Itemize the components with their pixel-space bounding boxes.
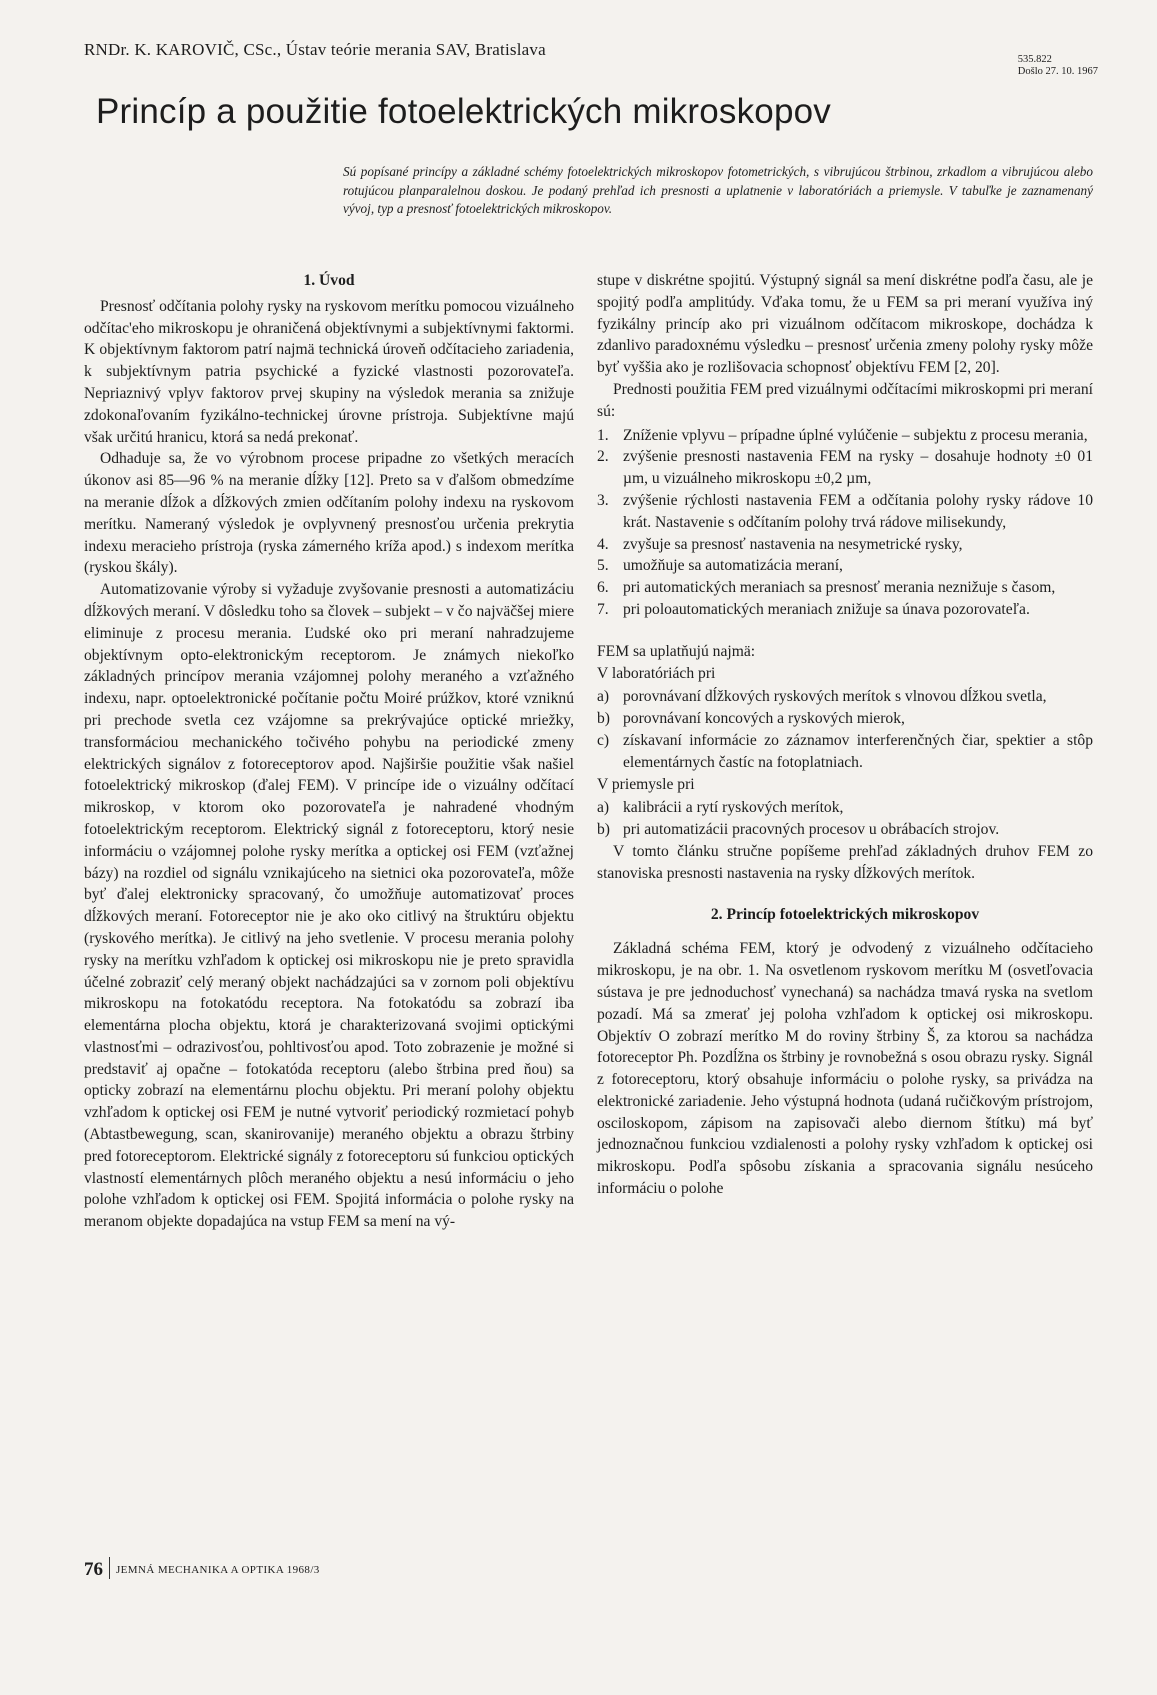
list-item [597, 446, 1093, 490]
intro-paragraph-1: Presnosť odčítania polohy rysky na ryskovom merítku pomocou vizuálneho odčítac'eho mikroskopu je ohraničená objektívnymi a subjektívnymi faktormi. K objektívnym faktorom patrí najmä technická úroveň odčítacieho zariadenia, k subjektívnym patria psychické a fyzické vlastnosti pozorovateľa. Nepriaznivý vplyv faktorov prvej skupiny na výsledok merania sa znižuje zdokonaľovaním fyzikálno-technickej úrovne prístroja. Subjektívne majú však určitú hranicu, ktorá sa nedá prekonať. [84, 297, 574, 446]
list-item [597, 577, 1093, 599]
list-marker: 3. [597, 491, 609, 509]
section-1-heading: 1. Úvod [303, 272, 355, 289]
advantages-intro: Prednosti použitia FEM pred vizuálnymi odčítacími mikroskopmi pri meraní sú: [597, 380, 1093, 420]
list-marker: b) [597, 710, 610, 728]
lab-label: V laboratóriách pri [597, 664, 716, 682]
list-item [597, 686, 1093, 708]
list-item-text: zvyšuje sa presnosť nastavenia na nesymetrické rysky, [623, 535, 963, 553]
list-item-text: porovnávaní koncových a ryskových mierok, [623, 710, 905, 728]
list-marker: a) [597, 799, 610, 817]
abstract: Sú popísané princípy a základné schémy fotoelektrických mikroskopov fotometrických, s vibrujúcou štrbinou, zrkadlom a vibrujúcou alebo rotujúcou planparalelnou doskou. Je podaný prehľad ich presnosti a uplatnenie v laboratóriách a priemysle. V tabuľke je zaznamenaný vývoj, typ a presnosť fotoelektrických mikroskopov. [343, 164, 1093, 216]
overview-paragraph: V tomto článku stručne popíšeme prehľad základných druhov FEM zo stanoviska presnosti nastavenia na rysky dĺžkových merítok. [597, 842, 1093, 882]
list-item [597, 490, 1093, 534]
list-item-text: pri automatických meraniach sa presnosť merania neznižuje s časom, [623, 579, 1056, 597]
section-2-heading: 2. Princíp fotoelektrických mikroskopov [710, 905, 980, 923]
list-item-text: získavaní informácie zo záznamov interferenčných čiar, spektier a stôp elementárnych častíc na fotoplatniach. [623, 731, 1093, 771]
list-marker: 5. [597, 557, 609, 575]
footer-divider [109, 1557, 110, 1579]
article-meta [1018, 54, 1098, 78]
list-item-text: zvýšenie rýchlosti nastavenia FEM a odčítania polohy rysky rádove 10 krát. Nastavenie s odčítaním polohy trvá rádove milisekundy, [623, 491, 1093, 531]
udc-code: 535.822 [1017, 54, 1052, 65]
list-item [597, 730, 1093, 774]
list-item-text: porovnávaní dĺžkových ryskových merítok s vlnovou dĺžkou svetla, [623, 688, 1047, 706]
list-marker: c) [597, 731, 610, 749]
list-item [597, 819, 1093, 841]
list-item [597, 555, 1093, 577]
list-item [597, 425, 1093, 447]
list-marker: 4. [597, 535, 609, 553]
journal-name: JEMNÁ MECHANIKA A OPTIKA 1968/3 [116, 1564, 320, 1576]
advantages-list [597, 425, 1093, 621]
list-item [597, 599, 1093, 621]
intro-paragraph-2: Odhaduje sa, že vo výrobnom procese pripadne zo všetkých meracích úkonov asi 85—96 % na meranie dĺžky [12]. Preto sa v ďalšom obmedzíme na meranie dĺžok a dĺžkových zmien odčítaním polohy indexu na ryskovom merítku. Nameraný výsledok je ovplyvnený presnosťou určenia prekrytia indexu meracieho prístroja (ryska zámerného kríža apod.) s indexom merítka (ryskou škály). [84, 450, 574, 577]
received-date: Došlo 27. 10. 1967 [1017, 66, 1098, 77]
list-marker: 1. [597, 426, 609, 444]
page-number: 76 [84, 1559, 103, 1580]
list-marker: 2. [597, 448, 609, 466]
list-item-text: umožňuje sa automatizácia meraní, [623, 557, 843, 575]
industry-label: V priemysle pri [597, 775, 695, 793]
list-marker: 6. [597, 579, 609, 597]
article-title: Princíp a použitie fotoelektrických mikroskopov [96, 92, 831, 131]
page-footer [84, 1557, 320, 1581]
right-column [597, 270, 1093, 1200]
intro-paragraph-3: Automatizovanie výroby si vyžaduje zvyšovanie presnosti a automatizáciu dĺžkových meraní. V dôsledku toho sa človek – subjekt – v čo najväčšej miere eliminuje z procesu merania. Ľudské oko pri meraní nahradzujeme objektívnym opto-elektronickým receptorom. Je známych niekoľko základných princípov merania vzájomnej polohy meraného a vzťažného indexu, napr. optoelektronické počítanie počtu Moiré prúžkov, ktoré vzniknú pri prechode svetla cez vzájomne sa prekrývajúce optické mriežky, transformáciou mechanického točivého pohybu na periodické zmeny elektrických signálov z fotoreceptorov apod. Najširšie použitie však našiel fotoelektrický mikroskop (ďalej FEM). V princípe ide o vizuálny odčítací mikroskop, v ktorom oko pozorovateľa je nahradené vhodným fotoelektrickým receptorom. Elektrický signál z fotoreceptoru, ktorý nesie informáciu o vzájomnej polohe rysky merítka a optickej osi FEM (vzťažnej bázy) na rozdiel od signálu vznikajúceho na sietnici oka pozorovateľa, môže byť ďalej elektronicky spracovaný, čo umožňuje automatizovať proces dĺžkových meraní. Fotoreceptor nie je ako oko citlivý na štruktúru objektu (ryskového merítka). Je citlivý na jeho svetlenie. V procesu merania polohy rysky na merítku vzhľadom k optickej osi mikroskopu nie je preto spravidla účelné zobraziť celý meraný objekt nachádzajúci sa v zornom poli objektívu mikroskopu na fotokatódu receptora. Na fotokatódu sa zobrazí iba elementárna plocha objektu, ktorá je charakterizovaná svojimi optickými vlastnosťmi – odrazivosťou, pohltivosťou apod. Toto zobrazenie je možné si predstaviť aj opačne – fotokatóda receptoru (alebo štrbina pred ňou) sa opticky zobrazí na elementárnu plochu objektu. Pri meraní polohy objektu vzhľadom k optickej osi FEM je nutné vytvoriť periodický rozmietací pohyb (Abtastbewegung, scan, skanirovanije) meraného objektu a obrazu štrbiny pred fotoreceptorom. Elektrické signály z fotoreceptoru sú funkciou optických vlastností elementárnych plôch meraného objektu a nesú informáciu o jeho polohe vzhľadom k optickej osi FEM. Spojitá informácia o polohe rysky na meranom objekte dopadajúca na vstup FEM sa mení na vý- [84, 581, 574, 1231]
list-marker: a) [597, 688, 610, 706]
list-marker: b) [597, 821, 610, 839]
usage-intro: FEM sa uplatňujú najmä: [597, 642, 756, 660]
lab-usage-list [597, 686, 1093, 773]
left-column [84, 270, 574, 1233]
list-item [597, 534, 1093, 556]
author-line: RNDr. K. KAROVIČ, CSc., Ústav teórie merania SAV, Bratislava [84, 40, 546, 59]
list-item-text: kalibrácii a rytí ryskových merítok, [623, 799, 844, 817]
list-item-text: pri automatizácii pracovných procesov u obrábacích strojov. [623, 821, 1000, 839]
list-item [597, 708, 1093, 730]
list-item-text: pri poloautomatických meraniach znižuje sa únava pozorovateľa. [623, 600, 1030, 618]
industry-usage-list [597, 797, 1093, 841]
list-marker: 7. [597, 600, 609, 618]
list-item [597, 797, 1093, 819]
section-2-paragraph: Základná schéma FEM, ktorý je odvodený z vizuálneho odčítacieho mikroskopu, je na obr. 1. Na osvetlenom ryskovom merítku M (osvetľovacia sústava je pre jednoduchosť vynechaná) sa nachádza tmavá ryska na svetlom pozadí. Má sa zmerať jej poloha vzhľadom k optickej osi mikroskopu. Objektív O zobrazí merítko M do roviny štrbiny Š, za ktorou sa nachádza fotoreceptor Ph. Pozdĺžna os štrbiny je rovnobežná s osou obrazu rysky. Signál z fotoreceptoru, ktorý obsahuje informáciu o polohe rysky, sa privádza na elektronické zariadenie. Jeho výstupná hodnota (udaná ručičkovým prístrojom, osciloskopom, zápisom na zapisovači alebo diernom štítku) má byť jednoznačnou funkciou vzdialenosti a polohy rysky vzhľadom k optickej osi mikroskopu. Podľa spôsobu získania a spracovania signálu nesúceho informáciu o polohe [597, 940, 1093, 1198]
list-item-text: Zníženie vplyvu – prípadne úplné vylúčenie – subjektu z procesu merania, [623, 426, 1088, 444]
continuation-paragraph: stupe v diskrétne spojitú. Výstupný signál sa mení diskrétne podľa času, ale je spojitý podľa amplitúdy. Vďaka tomu, že u FEM sa pri meraní využíva iný fyzikálny princíp ako pri vizuálnom odčítacom mikroskope, dochádza k zdanlivo paradoxnému výsledku – presnosť určenia zmeny polohy rysky môže byť vyššia ako je rozlišovacia schopnosť objektívu FEM [2, 20]. [597, 272, 1093, 377]
list-item-text: zvýšenie presnosti nastavenia FEM na rysky – dosahuje hodnoty ±0 01 µm, u vizuálneho mikroskopu ±0,2 µm, [623, 448, 1093, 488]
